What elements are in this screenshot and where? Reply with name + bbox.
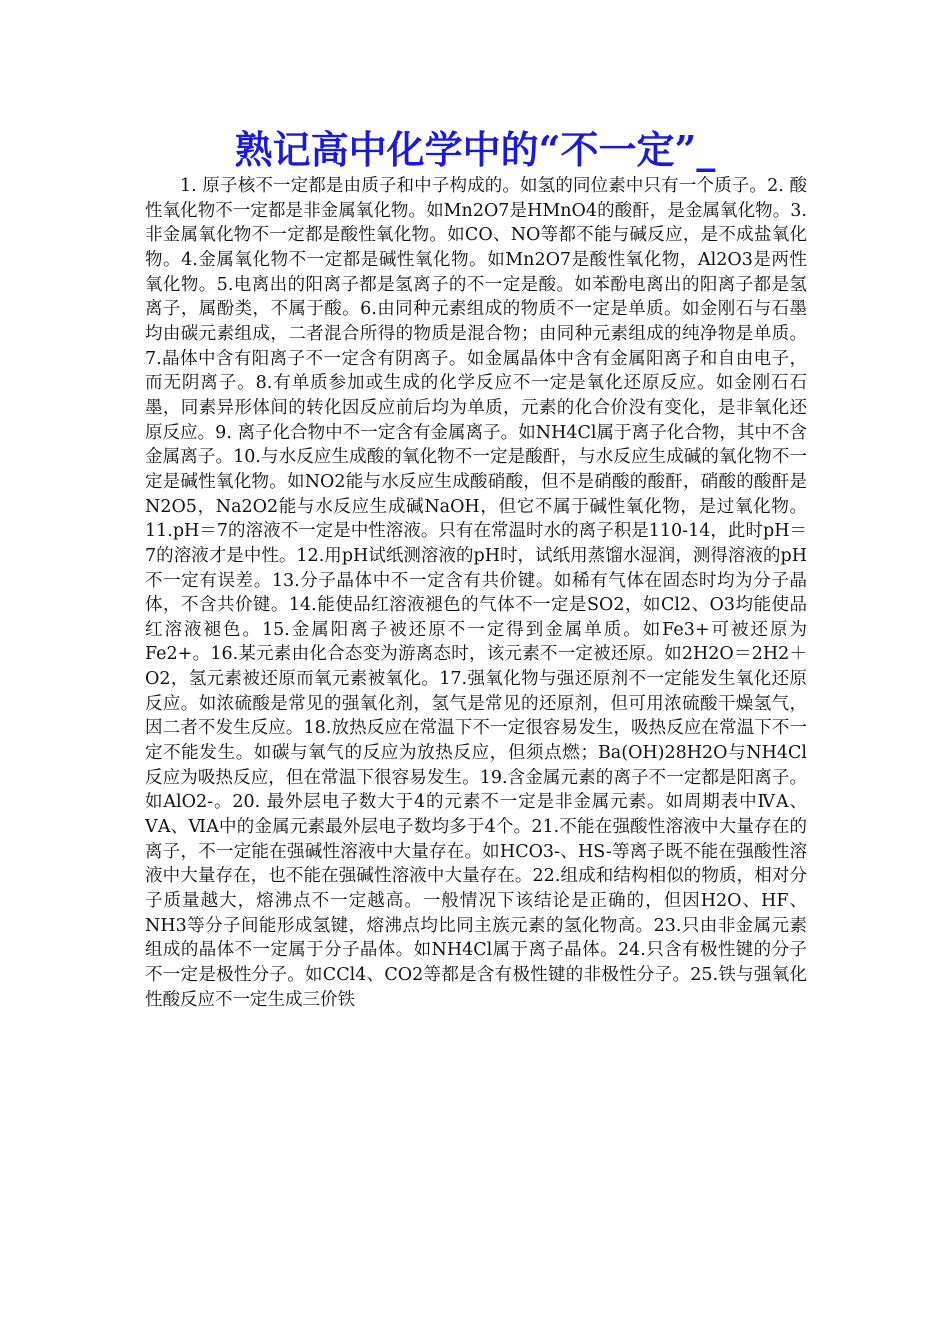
body-paragraph: 1. 原子核不一定都是由质子和中子构成的。如氢的同位素中只有一个质子。2. 酸性氧化物不一定都是非金属氧化物。如Mn2O7是HMnO4的酸酐，是金属氧化物。3. 非金属氧化物不一定都是酸性氧化物。如CO、NO等都不能与碱反应，是不成盐氧化物。4.金属氧化物不一定都是碱性氧化物。如Mn2O7是酸性氧化物，Al2O3是两性氧化物。5.电离出的阳离子都是氢离子的不一定是酸。如苯酚电离出的阳离子都是氢离子，属酚类，不属于酸。6.由同种元素组成的物质不一定是单质。如金刚石与石墨均由碳元素组成，二者混合所得的物质是混合物；由同种元素组成的纯净物是单质。7.晶体中含有阳离子不一定含有阴离子。如金属晶体中含有金属阳离子和自由电子，而无阴离子。8.有单质参加或生成的化学反应不一定是氧化还原反应。如金刚石石墨，同素异形体间的转化因反应前后均为单质，元素的化合价没有变化，是非氧化还原反应。9. 离子化合物中不一定含有金属离子。如NH4Cl属于离子化合物，其中不含金属离子。10.与水反应生成酸的氧化物不一定是酸酐，与水反应生成碱的氧化物不一定是碱性氧化物。如NO2能与水反应生成酸硝酸，但不是硝酸的酸酐，硝酸的酸酐是N2O5，Na2O2能与水反应生成碱NaOH，但它不属于碱性氧化物，是过氧化物。11.pH＝7的溶液不一定是中性溶液。只有在常温时水的离子积是110-14，此时pH＝7的溶液才是中性。12.用pH试纸测溶液的pH时，试纸用蒸馏水湿润，测得溶液的pH不一定有误差。13.分子晶体中不一定含有共价键。如稀有气体在固态时均为分子晶体，不含共价键。14.能使品红溶液褪色的气体不一定是SO2，如Cl2、O3均能使品红溶液褪色。15.金属阳离子被还原不一定得到金属单质。如Fe3+可被还原为Fe2+。16.某元素由化合态变为游离态时，该元素不一定被还原。如2H2O＝2H2＋O2，氢元素被还原而氧元素被氧化。17.强氧化物与强还原剂不一定能发生氧化还原反应。如浓硫酸是常见的强氧化剂，氢气是常见的还原剂，但可用浓硫酸干燥氢气，因二者不发生反应。18.放热反应在常温下不一定很容易发生，吸热反应在常温下不一定不能发生。如碳与氧气的反应为放热反应，但须点燃；Ba(OH)28H2O与NH4Cl反应为吸热反应，但在常温下很容易发生。19.含金属元素的离子不一定都是阳离子。如AlO2-。20. 最外层电子数大于4的元素不一定是非金属元素。如周期表中ⅣA、ⅤA、ⅥA中的金属元素最外层电子数均多于4个。21.不能在强酸性溶液中大量存在的离子，不一定能在强碱性溶液中大量存在。如HCO3-、HS-等离子既不能在强酸性溶液中大量存在，也不能在强碱性溶液中大量存在。22.组成和结构相似的物质，相对分子质量越大，熔沸点不一定越高。一般情况下该结论是正确的，但因H2O、HF、NH3等分子间能形成氢键，熔沸点均比同主族元素的氢化物高。23.只由非金属元素组成的晶体不一定属于分子晶体。如NH4Cl属于离子晶体。24.只含有极性键的分子不一定是极性分子。如CCl4、CO2等都是含有极性键的非极性分子。25.铁与强氧化性酸反应不一定生成三价铁 — [145, 176, 807, 1010]
page-title: 熟记高中化学中的“不一定”_ — [234, 127, 716, 172]
